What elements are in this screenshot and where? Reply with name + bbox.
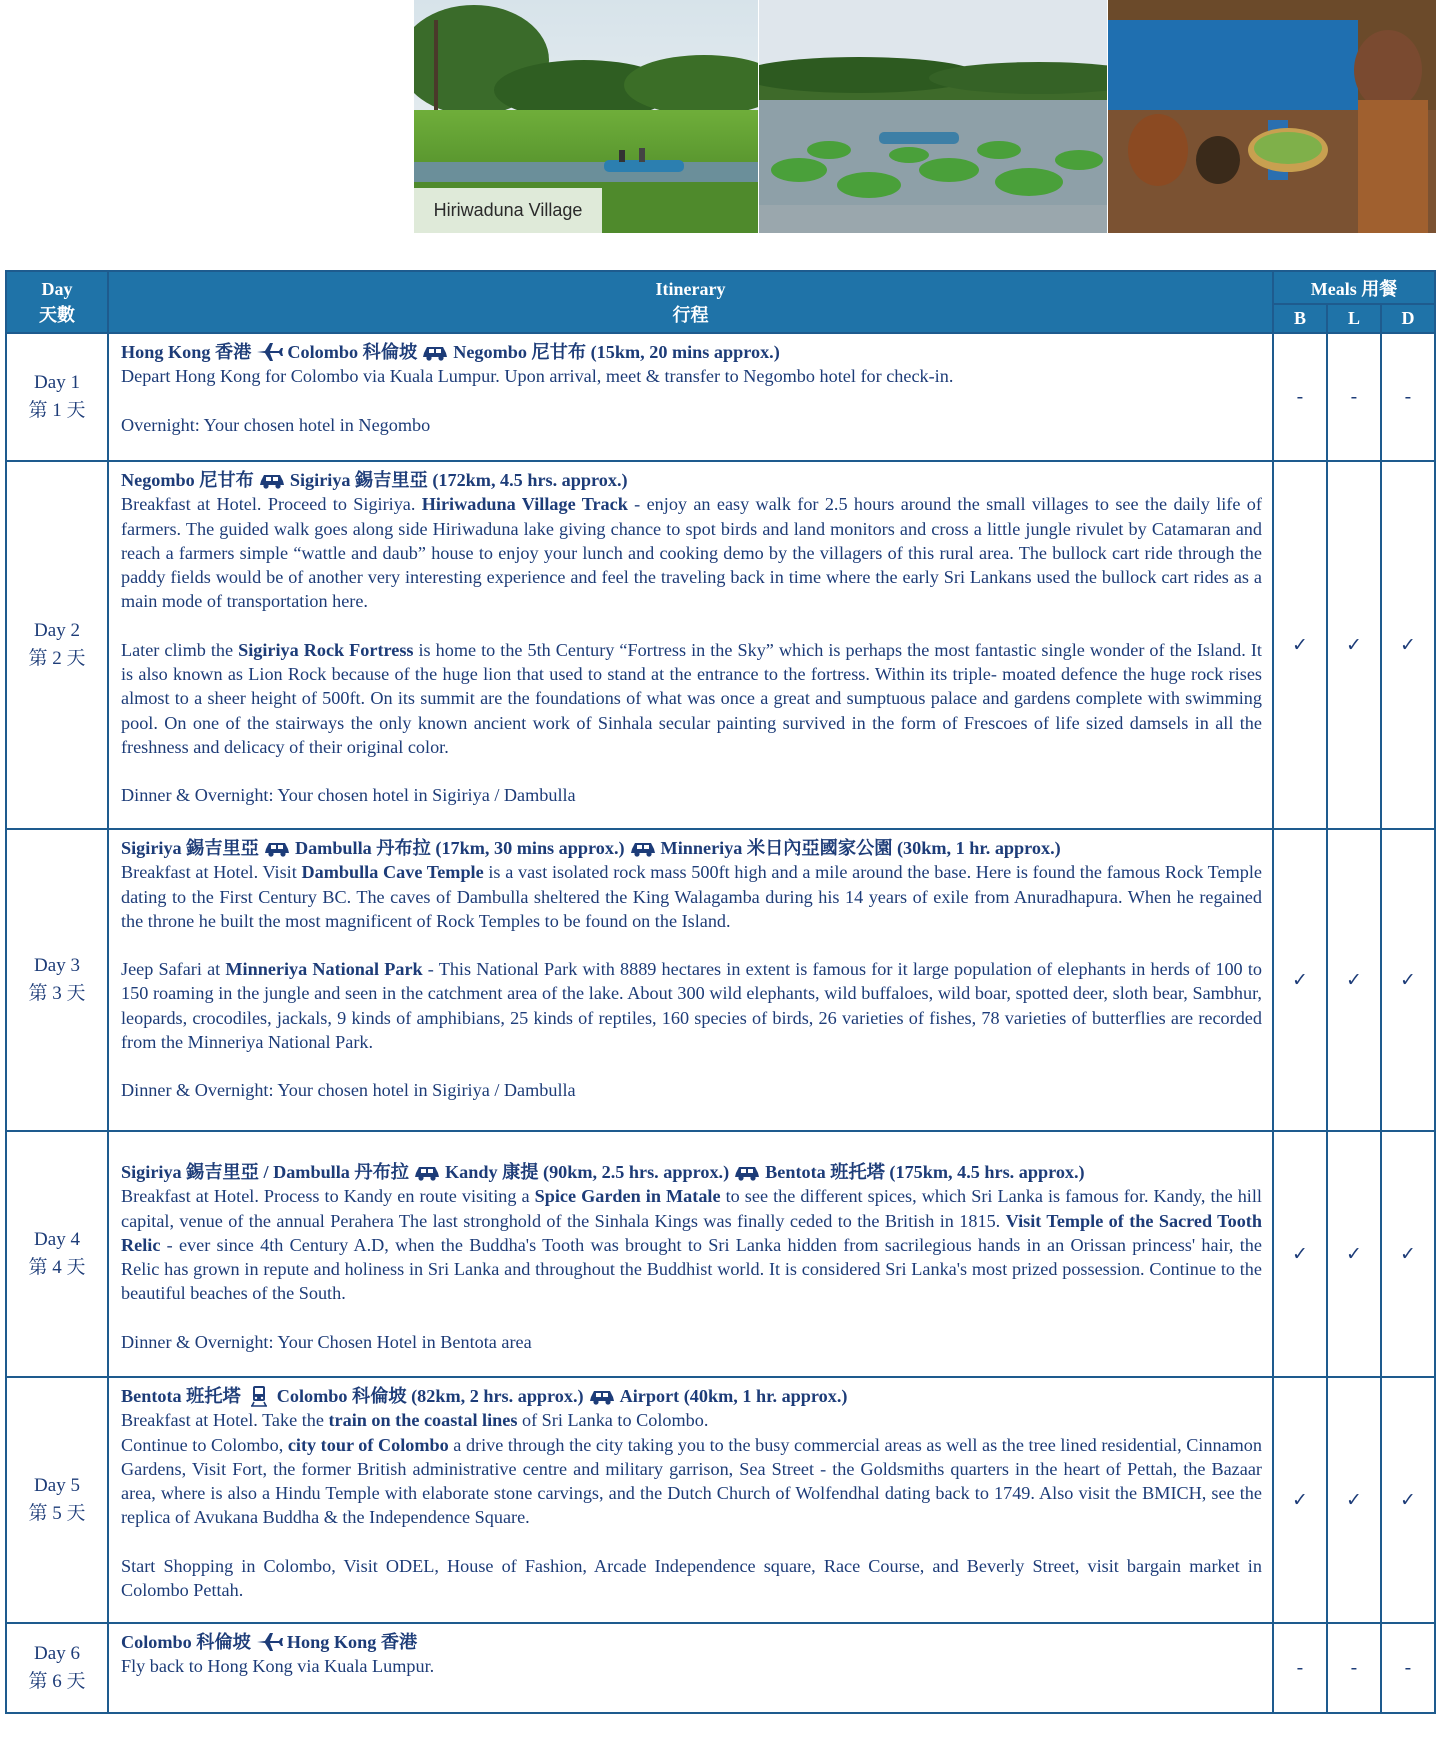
meal-dinner: -	[1381, 333, 1435, 461]
header-day-zh: 天數	[39, 305, 75, 325]
route-stop: Colombo 科倫坡	[287, 342, 418, 362]
header-breakfast: B	[1273, 304, 1327, 333]
route-stop: Bentota 班托塔	[121, 1386, 241, 1406]
day-label	[6, 829, 108, 1131]
header-meals: Meals 用餐	[1273, 271, 1435, 304]
highlight: city tour of Colombo	[287, 1434, 449, 1455]
day-label-zh: 第 4 天	[28, 1257, 86, 1278]
meal-breakfast: -	[1273, 333, 1327, 461]
route-stop: Dambulla 丹布拉 (17km, 30 mins approx.)	[294, 838, 625, 858]
day-paragraph: Breakfast at Hotel. Proceed to Sigiriya. Hiriwaduna Village Track - enjoy an easy walk for 2.5 hours around the small villages to see the daily life of farmers. The guided walk goes along side Hiriwaduna lake giving chance to spot birds and land monitors and cross a little jungle rivulet by Catamaran and reach a farmers simple “wattle and daub” house to enjoy your lunch and cooking demo by the villagers of this rural area. The bullock cart ride through the paddy fields would be of another very interesting experience and feel the traveling back in time where the early Sri Lankans used the bullock cart rides as a main mode of transportation here.	[121, 494, 1262, 612]
route-stop: Sigiriya 錫吉里亞	[121, 838, 259, 858]
meal-dinner: ✓	[1381, 829, 1435, 1131]
route-stop: Bentota 班托塔 (175km, 4.5 hrs. approx.)	[765, 1162, 1085, 1182]
day-paragraph: Breakfast at Hotel. Process to Kandy en route visiting a Spice Garden in Matale to see the different spices, which Sri Lanka is famous for. Kandy, the hill capital, venue of the annual Perahera The last stronghold of the Sinhala Kings was finally ceded to the British in 1815. Visit Temple of the Sacred Tooth Relic - ever since 4th Century A.D, when the Buddha's Tooth was brought to Sri Lanka hidden from sacrilegious hands in an Orissan princess' hair, the Relic has grown in repute and holiness in Sri Lanka and throughout the Buddhist world. It is considered Sri Lanka's most prized possession. Continue to the beautiful beaches of the South.	[121, 1186, 1262, 1304]
car-icon	[263, 837, 291, 859]
car-icon	[629, 837, 657, 859]
meal-breakfast: ✓	[1273, 461, 1327, 829]
route-line	[121, 1160, 1262, 1184]
meal-dinner: ✓	[1381, 461, 1435, 829]
route-line	[121, 468, 1262, 492]
day-label	[6, 333, 108, 461]
day-label-en: Day 5	[34, 1475, 80, 1496]
car-icon	[733, 1161, 761, 1183]
day-description	[108, 829, 1273, 1131]
route-stop: Minneriya 米日內亞國家公園 (30km, 1 hr. approx.)	[660, 838, 1061, 858]
day-label-zh: 第 5 天	[28, 1503, 86, 1524]
itinerary-table	[5, 270, 1436, 1714]
meal-breakfast: ✓	[1273, 1377, 1327, 1623]
day-overnight: Overnight: Your chosen hotel in Negombo	[121, 414, 431, 435]
day-label	[6, 1623, 108, 1713]
day-paragraph: Continue to Colombo, city tour of Colombo a drive through the city taking you to the busy commercial areas as well as the tree lined residential, Cinnamon Gardens, Visit Fort, the former British administrative centre and military garrison, Sea Street - the Goldsmiths quarters in the heart of Pettah, the Bazaar area, where is also a Hindu Temple with elaborate stone carvings, and the Dutch Church of Wolfendhal dating back to 1749. Also visit the BMICH, see the replica of Avukana Buddha & the Independence Square.	[121, 1434, 1262, 1528]
header-dinner: D	[1381, 304, 1435, 333]
day-description	[108, 1623, 1273, 1713]
route-line	[121, 1630, 1262, 1654]
day-paragraph: Fly back to Hong Kong via Kuala Lumpur.	[121, 1656, 435, 1677]
route-stop: Sigiriya 錫吉里亞 (172km, 4.5 hrs. approx.)	[289, 470, 628, 490]
photo-lotus-lake	[759, 0, 1108, 233]
day-row-2	[6, 461, 1435, 829]
plane-icon	[255, 341, 283, 363]
day-row-5	[6, 1377, 1435, 1623]
day-label-en: Day 4	[34, 1229, 80, 1250]
photo-image-2	[759, 0, 1108, 233]
car-icon	[413, 1161, 441, 1183]
meal-dinner: ✓	[1381, 1131, 1435, 1377]
day-row-1	[6, 333, 1435, 461]
meal-dinner: ✓	[1381, 1377, 1435, 1623]
day-row-6	[6, 1623, 1435, 1713]
meal-lunch: ✓	[1327, 1377, 1381, 1623]
photo-village-cooking	[1108, 0, 1436, 233]
meal-lunch: -	[1327, 1623, 1381, 1713]
day-description	[108, 333, 1273, 461]
photo-image-3	[1108, 0, 1436, 233]
day-paragraph: Depart Hong Kong for Colombo via Kuala Lumpur. Upon arrival, meet & transfer to Negombo hotel for check-in.	[121, 366, 954, 387]
header-itinerary-zh: 行程	[672, 305, 709, 325]
header-itinerary	[108, 271, 1273, 333]
photo-caption: Hiriwaduna Village	[414, 188, 602, 233]
route-line	[121, 836, 1262, 860]
train-icon	[245, 1385, 273, 1407]
route-stop: Kandy 康提 (90km, 2.5 hrs. approx.)	[445, 1162, 730, 1182]
route-stop: Airport (40km, 1 hr. approx.)	[619, 1386, 848, 1406]
day-description	[108, 461, 1273, 829]
day-label-en: Day 6	[34, 1643, 80, 1664]
plane-icon	[255, 1631, 283, 1653]
car-icon	[421, 341, 449, 363]
route-line	[121, 340, 1262, 364]
day-paragraph: Jeep Safari at Minneriya National Park - This National Park with 8889 hectares in extent is famous for it large population of elephants in herds of 100 to 150 roaming in the jungle and seen in the catchment area of the lake. About 300 wild elephants, wild buffaloes, wild boar, spotted deer, sloth bear, Sambhur, leopards, crocodiles, jackals, 9 kinds of amphibians, 25 kinds of reptiles, 160 species of birds, 26 varieties of fishes, 78 varieties of butterflies are recorded from the Minneriya National Park.	[121, 959, 1262, 1053]
day-label-en: Day 3	[34, 955, 80, 976]
photo-strip	[414, 0, 1436, 233]
day-label	[6, 1131, 108, 1377]
day-paragraph: Breakfast at Hotel. Take the train on the coastal lines of Sri Lanka to Colombo.	[121, 1410, 709, 1431]
day-overnight: Dinner & Overnight: Your Chosen Hotel in Bentota area	[121, 1331, 532, 1352]
day-label-zh: 第 2 天	[28, 648, 86, 669]
day-label-en: Day 2	[34, 620, 80, 641]
day-paragraph: Start Shopping in Colombo, Visit ODEL, House of Fashion, Arcade Independence square, Race Course, and Beverly Street, visit bargain market in Colombo Pettah.	[121, 1555, 1262, 1601]
day-paragraph: Later climb the Sigiriya Rock Fortress is home to the 5th Century “Fortress in the Sky” which is perhaps the most fantastic single wonder of the Island. It is also known as Lion Rock because of the huge lion that used to stand at the entrance to the fortress. Within its triple- moated defence the huge rock rises almost to a sheer height of 500ft. On its summit are the foundations of what was once a great and sumptuous palace and gardens complete with swimming pool. On one of the stairways the only known ancient work of Sinhala secular painting survived in the form of Frescoes of life sized damsels in all the freshness and delicacy of their original color.	[121, 639, 1262, 757]
day-label-en: Day 1	[34, 372, 80, 393]
day-overnight: Dinner & Overnight: Your chosen hotel in Sigiriya / Dambulla	[121, 1080, 576, 1101]
photo-hiriwaduna-boat	[414, 0, 758, 233]
highlight: Spice Garden in Matale	[534, 1186, 721, 1207]
meal-lunch: -	[1327, 333, 1381, 461]
day-label-zh: 第 3 天	[28, 983, 86, 1004]
route-stop: Negombo 尼甘布	[121, 470, 254, 490]
route-stop: Colombo 科倫坡 (82km, 2 hrs. approx.)	[276, 1386, 584, 1406]
route-stop: Colombo 科倫坡	[121, 1632, 251, 1652]
meal-breakfast: ✓	[1273, 1131, 1327, 1377]
day-row-3	[6, 829, 1435, 1131]
meal-lunch: ✓	[1327, 1131, 1381, 1377]
highlight: Hiriwaduna Village Track	[421, 494, 628, 515]
day-paragraph: Breakfast at Hotel. Visit Dambulla Cave Temple is a vast isolated rock mass 500ft high and a mile around the base. Here is found the famous Rock Temple dating to the First Century BC. The caves of Dambulla sheltered the King Walagamba during his 14 years of exile from Anuradhapura. When he regained the throne he built the most magnificent of Rock Temples to be found on the Island.	[121, 862, 1262, 931]
meal-dinner: -	[1381, 1623, 1435, 1713]
day-overnight: Dinner & Overnight: Your chosen hotel in Sigiriya / Dambulla	[121, 785, 576, 806]
day-label-zh: 第 1 天	[28, 400, 86, 421]
route-line	[121, 1384, 1262, 1408]
car-icon	[258, 469, 286, 491]
header-itinerary-en: Itinerary	[655, 279, 726, 299]
day-description	[108, 1377, 1273, 1623]
day-row-4	[6, 1131, 1435, 1377]
header-day-en: Day	[41, 279, 73, 299]
highlight: Dambulla Cave Temple	[301, 862, 484, 883]
highlight: Sigiriya Rock Fortress	[238, 639, 414, 660]
meal-breakfast: ✓	[1273, 829, 1327, 1131]
meal-breakfast: -	[1273, 1623, 1327, 1713]
day-label	[6, 1377, 108, 1623]
day-label	[6, 461, 108, 829]
car-icon	[588, 1385, 616, 1407]
header-day	[6, 271, 108, 333]
highlight: train on the coastal lines	[328, 1410, 518, 1431]
route-stop: Sigiriya 錫吉里亞 / Dambulla 丹布拉	[121, 1162, 409, 1182]
highlight: Minneriya National Park	[225, 959, 423, 980]
meal-lunch: ✓	[1327, 461, 1381, 829]
route-stop: Negombo 尼甘布 (15km, 20 mins approx.)	[453, 342, 780, 362]
route-stop: Hong Kong 香港	[121, 342, 252, 362]
day-description	[108, 1131, 1273, 1377]
highlight: Visit Temple of the Sacred Tooth Relic	[121, 1210, 1262, 1255]
meal-lunch: ✓	[1327, 829, 1381, 1131]
header-lunch: L	[1327, 304, 1381, 333]
route-stop: Hong Kong 香港	[286, 1632, 418, 1652]
day-label-zh: 第 6 天	[28, 1671, 86, 1692]
